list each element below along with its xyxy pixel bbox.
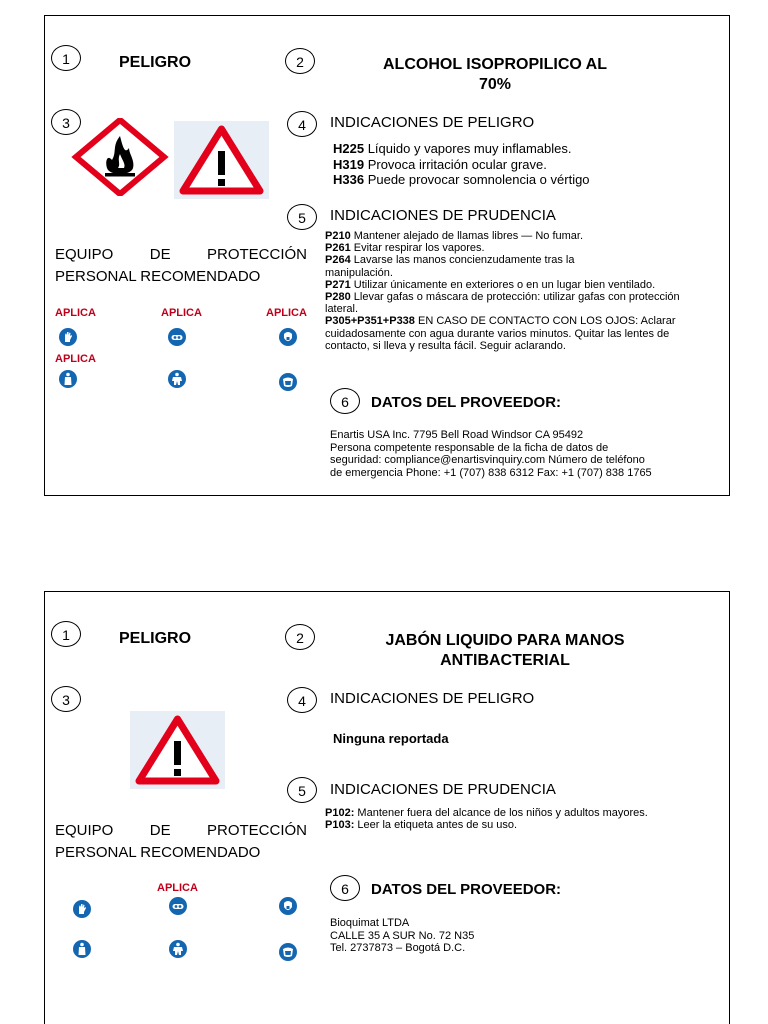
supplier-line: Tel. 2737873 – Bogotá D.C. — [330, 942, 466, 955]
precaution-heading: INDICACIONES DE PRUDENCIA — [330, 207, 556, 224]
precaution-p102: P102: Mantener fuera del alcance de los niños y adultos mayores. — [325, 807, 648, 819]
supplier-line: de emergencia Phone: +1 (707) 838 6312 Fax: +1 (707) 838 1765 — [330, 466, 652, 479]
precaution-p280: P280 Llevar gafas o máscara de protección: utilizar gafas con protección lateral. — [325, 291, 680, 316]
ppe-heading-line1: EQUIPO DE PROTECCIÓN — [55, 822, 307, 839]
aplica-badge: APLICA — [266, 307, 307, 319]
ppe-heading-line2: PERSONAL RECOMENDADO — [55, 844, 261, 861]
section-number-1: 1 — [51, 621, 81, 647]
product-name — [335, 55, 655, 95]
face-shield-icon — [279, 373, 297, 391]
section-number-2: 2 — [285, 48, 315, 74]
precaution-p264: P264 Lavarse las manos concienzudamente tras la manipulación. — [325, 254, 575, 279]
supplier-line: CALLE 35 A SUR No. 72 N35 — [330, 929, 475, 942]
section-number-4: 4 — [287, 111, 317, 137]
section-number-1: 1 — [51, 45, 81, 71]
precaution-p210: P210 Mantener alejado de llamas libres — No fumar. — [325, 230, 584, 242]
product-name-line2: ANTIBACTERIAL — [440, 652, 570, 669]
supplier-line: Bioquimat LTDA — [330, 917, 410, 929]
gloves-icon — [73, 900, 91, 918]
supplier-heading: DATOS DEL PROVEEDOR: — [371, 394, 565, 411]
hazard-heading: INDICACIONES DE PELIGRO — [330, 114, 535, 131]
aplica-badge: APLICA — [161, 307, 202, 319]
supplier-line: Enartis USA Inc. 7795 Bell Road Windsor CA 95492 — [330, 429, 584, 441]
label-antibacterial-soap — [44, 591, 730, 1024]
goggles-icon — [169, 897, 187, 915]
aplica-badge: APLICA — [55, 307, 96, 319]
hazard-h319: H319 Provoca irritación ocular grave. — [333, 156, 547, 172]
section-number-3: 3 — [51, 686, 81, 712]
product-name-line2: 70% — [478, 76, 512, 93]
section-number-6: 6 — [330, 388, 360, 414]
hazard-h225: H225 Líquido y vapores muy inflamables. — [333, 141, 572, 156]
hazard-none: Ninguna reportada — [333, 731, 449, 746]
label-isopropyl-alcohol — [44, 15, 730, 496]
hazard-h336: H336 Puede provocar somnolencia o vértigo — [333, 172, 590, 187]
apron-icon — [73, 940, 91, 958]
aplica-badge: APLICA — [55, 353, 96, 365]
respirator-icon — [279, 897, 297, 915]
precaution-statements — [325, 807, 655, 831]
signal-word: PELIGRO — [119, 630, 192, 647]
goggles-icon — [168, 328, 186, 346]
ppe-heading — [55, 244, 307, 288]
section-number-6: 6 — [330, 875, 360, 901]
protective-suit-icon — [169, 940, 187, 958]
precaution-p305: P305+P351+P338 EN CASO DE CONTACTO CON LOS OJOS: Aclarar cuidadosamente con agua durante varios minutos. Quitar las lentes de contacto, si lleva y resulta fácil. Seguir aclarando. — [325, 315, 676, 352]
supplier-line: seguridad: compliance@enartisvinquiry.com Número de teléfono — [330, 454, 645, 467]
product-name — [345, 631, 665, 671]
section-number-3: 3 — [51, 109, 81, 135]
flame-pictogram-icon — [65, 118, 175, 196]
section-number-2: 2 — [285, 624, 315, 650]
hazard-heading: INDICACIONES DE PELIGRO — [330, 690, 535, 707]
supplier-details — [330, 917, 690, 955]
warning-triangle-icon — [174, 121, 269, 199]
apron-icon — [59, 370, 77, 388]
product-name-line1: ALCOHOL ISOPROPILICO AL — [382, 56, 607, 73]
supplier-line: Persona competente responsable de la ficha de datos de — [330, 441, 609, 454]
section-number-4: 4 — [287, 687, 317, 713]
product-name-line1: JABÓN LIQUIDO PARA MANOS — [385, 632, 625, 649]
section-number-5: 5 — [287, 204, 317, 230]
precaution-p271: P271 Utilizar únicamente en exteriores o en un lugar bien ventilado. — [325, 278, 656, 291]
warning-triangle-icon — [130, 711, 225, 789]
gloves-icon — [59, 328, 77, 346]
aplica-badge: APLICA — [157, 882, 198, 894]
ppe-heading-line1: EQUIPO DE PROTECCIÓN — [55, 246, 307, 263]
hazard-statements — [333, 141, 633, 188]
precaution-p103: P103: Leer la etiqueta antes de su uso. — [325, 819, 518, 832]
precaution-statements — [325, 230, 715, 352]
ppe-heading-line2: PERSONAL RECOMENDADO — [55, 268, 261, 285]
ppe-heading — [55, 820, 307, 864]
supplier-heading: DATOS DEL PROVEEDOR: — [371, 881, 562, 898]
supplier-details — [330, 429, 730, 479]
signal-word: PELIGRO — [119, 54, 192, 71]
respirator-icon — [279, 328, 297, 346]
protective-suit-icon — [168, 370, 186, 388]
face-shield-icon — [279, 943, 297, 961]
precaution-heading: INDICACIONES DE PRUDENCIA — [330, 781, 556, 798]
section-number-5: 5 — [287, 777, 317, 803]
precaution-p261: P261 Evitar respirar los vapores. — [325, 242, 485, 255]
